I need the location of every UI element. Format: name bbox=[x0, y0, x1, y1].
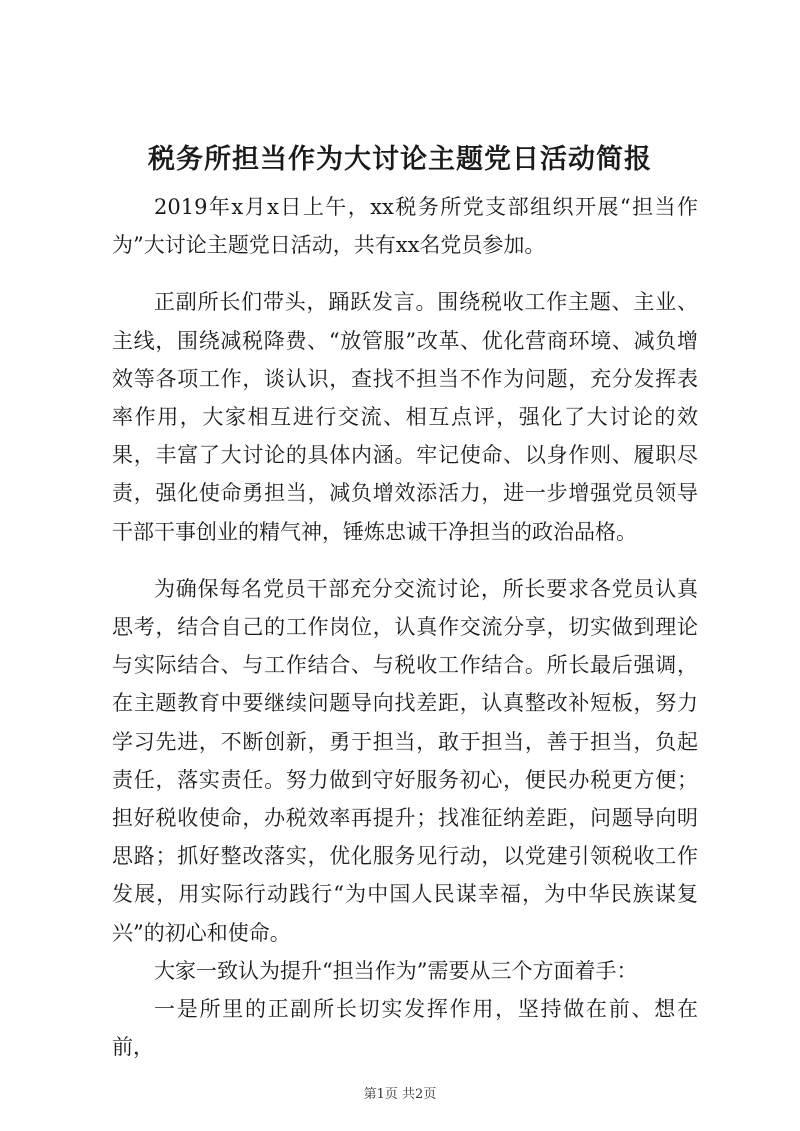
paragraph-point-one: 一是所里的正副所长切实发挥作用，坚持做在前、想在前， bbox=[112, 997, 698, 1060]
page-footer: 第1页 共2页 bbox=[363, 1087, 437, 1102]
paragraph-meeting-intro: 2019年x月x日上午，xx税务所党支部组织开展“担当作为”大讨论主题党日活动，共有xx名党员参加。 bbox=[112, 195, 698, 258]
document-body bbox=[112, 188, 698, 1066]
paragraph-consensus: 大家一致认为提升“担当作为”需要从三个方面着手： bbox=[154, 958, 638, 983]
document-title: 税务所担当作为大讨论主题党日活动简报 bbox=[148, 144, 652, 175]
paragraph-discussion-requirements: 为确保每名党员干部充分交流讨论，所长要求各党员认真思考，结合自己的工作岗位，认真作交流分享，切实做到理论与实际结合、与工作结合、与税收工作结合。所长最后强调，在主题教育中要继续问题导向找差距，认真整改补短板，努力学习先进，不断创新，勇于担当，敢于担当，善于担当，负起责任，落实责任。努力做到守好服务初心，便民办税更方便；担好税收使命，办税效率再提升；找准征纳差距，问题导向明思路；抓好整改落实，优化服务见行动，以党建引领税收工作发展，用实际行动践行“为中国人民谋幸福，为中华民族谋复兴”的初心和使命。 bbox=[112, 576, 698, 945]
paragraph-leaders-speech: 正副所长们带头，踊跃发言。围绕税收工作主题、主业、主线，围绕减税降费、“放管服”改革、优化营商环境、减负增效等各项工作，谈认识，查找不担当不作为问题，充分发挥表率作用，大家相互进行交流、相互点评，强化了大讨论的效果，丰富了大讨论的具体内涵。牢记使命、以身作则、履职尽责，强化使命勇担当，减负增效添活力，进一步增强党员领导干部干事创业的精气神，锤炼忠诚干净担当的政治品格。 bbox=[112, 290, 698, 544]
